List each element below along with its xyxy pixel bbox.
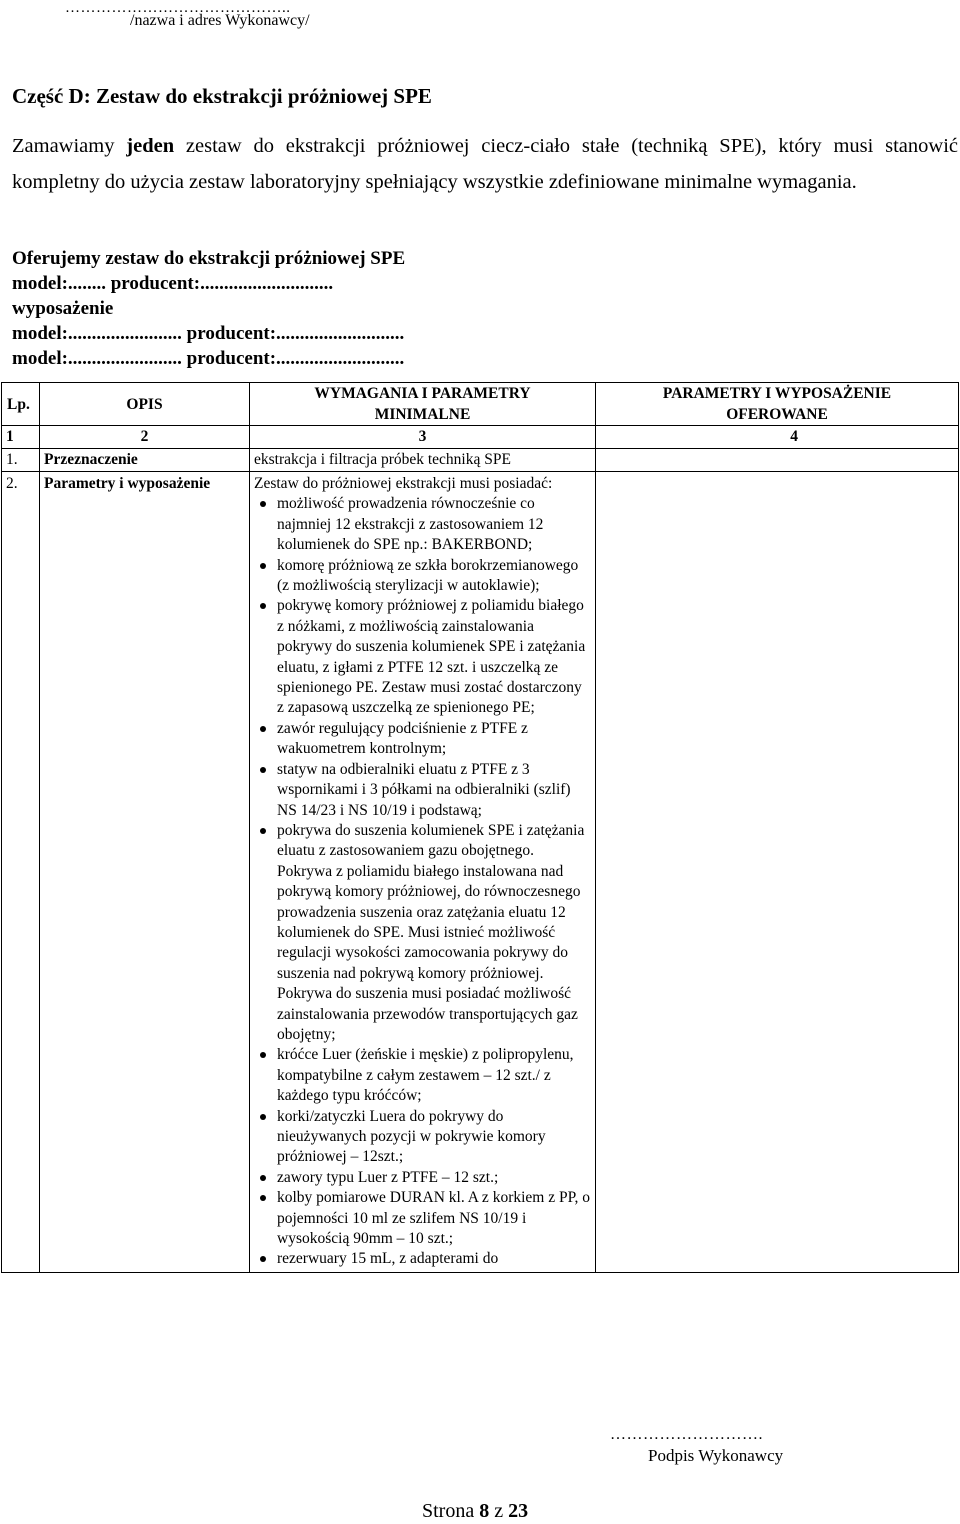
list-item: komorę próżniową ze szkła borokrzemianowego (z możliwością sterylizacji w autoklawie); (254, 556, 591, 597)
list-item: korki/zatyczki Luera do pokrywy do nieużywanych pozycji w pokrywie komory próżniowej – 12szt.; (254, 1107, 591, 1168)
offer-line-1-model: model:... (12, 273, 83, 294)
list-item: pokrywę komory próżniowej z poliamidu białego z nóżkami, z możliwością zainstalowania pokrywy do suszenia kolumienek SPE i zatężania eluatu, z igłami z PTFE 12 szt. i uszczelką ze spienionego PE. Zestaw musi zostać dostarczony z zapasową uszczelką ze spienionego PE; (254, 596, 591, 718)
header-opis: OPIS (40, 383, 250, 426)
list-item: zawór regulujący podciśnienie z PTFE z wakuometrem kontrolnym; (254, 719, 591, 760)
row-offer-cell[interactable] (596, 472, 959, 1273)
page-prefix: Strona (422, 1500, 480, 1522)
page-current: 8 (479, 1500, 490, 1522)
row-requirement (250, 472, 596, 1273)
offer-line-1-producer: ..... producent:... (82, 273, 215, 294)
list-item: zawory typu Luer z PTFE – 12 szt.; (254, 1168, 591, 1188)
offer-line-3: model:........................ producent:........................... (12, 348, 405, 369)
intro-paragraph (12, 128, 958, 200)
row-offer-cell[interactable] (596, 449, 959, 472)
list-item: kolby pomiarowe DURAN kl. A z korkiem z PP, o pojemności 10 ml ze szlifem NS 10/19 i wysokością 90mm – 10 szt.; (254, 1188, 591, 1249)
header-requirements-line2: MINIMALNE (374, 406, 471, 423)
table-row (2, 449, 959, 472)
requirement-intro: Zestaw do próżniowej ekstrakcji musi posiadać: (254, 475, 553, 492)
list-item: możliwość prowadzenia równocześnie co najmniej 12 ekstrakcji z zastosowaniem 12 kolumienek do SPE np.: BAKERBOND; (254, 494, 591, 555)
row-lp: 2. (2, 472, 40, 1273)
header-offered (596, 383, 959, 426)
row-desc: Parametry i wyposażenie (40, 472, 250, 1273)
intro-bold: jeden (126, 135, 175, 157)
col-number-3: 3 (250, 426, 596, 449)
col-number-1: 1 (2, 426, 40, 449)
row-lp: 1. (2, 449, 40, 472)
col-number-4: 4 (596, 426, 959, 449)
offer-equipment-label: wyposażenie (12, 298, 114, 319)
row-desc: Przeznaczenie (40, 449, 250, 472)
offer-line-1-dots: ......................... (214, 273, 334, 294)
page-number (422, 1500, 528, 1523)
header-requirements (250, 383, 596, 426)
requirement-list (254, 494, 591, 1269)
header-lp: Lp. (2, 383, 40, 426)
list-item: rezerwuary 15 mL, z adapterami do (254, 1249, 591, 1269)
spec-table (1, 382, 959, 1273)
page-total: 23 (508, 1500, 529, 1522)
table-row (2, 472, 959, 1273)
column-number-row (2, 426, 959, 449)
header-offered-line2: OFEROWANE (726, 406, 828, 423)
header-requirements-line1: WYMAGANIA I PARAMETRY (314, 385, 531, 402)
signature-label: Podpis Wykonawcy (648, 1446, 784, 1465)
intro-after: zestaw do ekstrakcji próżniowej ciecz-ciało stałe (techniką SPE), który musi stanowić kompletny do użycia zestaw laboratoryjny spełniający wszystkie zdefiniowane minimalne wymagania. (12, 135, 958, 193)
col-number-2: 2 (40, 426, 250, 449)
list-item: pokrywa do suszenia kolumienek SPE i zatężania eluatu z zastosowaniem gazu obojętnego. Pokrywa z poliamidu białego instalowana nad pokrywą komory próżniowej, do równoczesnego prowadzenia suszenia oraz zatężania eluatu 12 kolumienek do SPE. Musi istnieć możliwość regulacji wysokości zamocowania pokrywy do suszenia nad pokrywą komory próżniowej. Pokrywa do suszenia musi posiadać możliwość zainstalowania przewodów transportujących gaz obojętny; (254, 821, 591, 1045)
offer-line-1 (12, 271, 405, 296)
row-requirement: ekstrakcja i filtracja próbek techniką SPE (250, 449, 596, 472)
section-title: Część D: Zestaw do ekstrakcji próżniowej SPE (12, 84, 432, 108)
table-header-row (2, 383, 959, 426)
offer-title: Oferujemy zestaw do ekstrakcji próżniowej SPE (12, 248, 406, 269)
offer-block (12, 246, 405, 371)
offer-line-2: model:........................ producent:........................... (12, 323, 405, 344)
page-middle: z (489, 1500, 509, 1522)
list-item: króćce Luer (żeńskie i męskie) z polipropylenu, kompatybilne z całym zestawem – 12 szt./ z każdego typu króćców; (254, 1045, 591, 1106)
signature-dots: ………………………. (610, 1426, 763, 1443)
company-dots: …………………………………….. (65, 0, 291, 16)
intro-before: Zamawiamy (12, 135, 127, 157)
company-label: /nazwa i adres Wykonawcy/ (130, 12, 310, 29)
header-offered-line1: PARAMETRY I WYPOSAŻENIE (662, 385, 892, 402)
list-item: statyw na odbieralniki eluatu z PTFE z 3 wspornikami i 3 półkami na odbieralniki (szlif) NS 14/23 i NS 10/19 i podstawą; (254, 760, 591, 821)
